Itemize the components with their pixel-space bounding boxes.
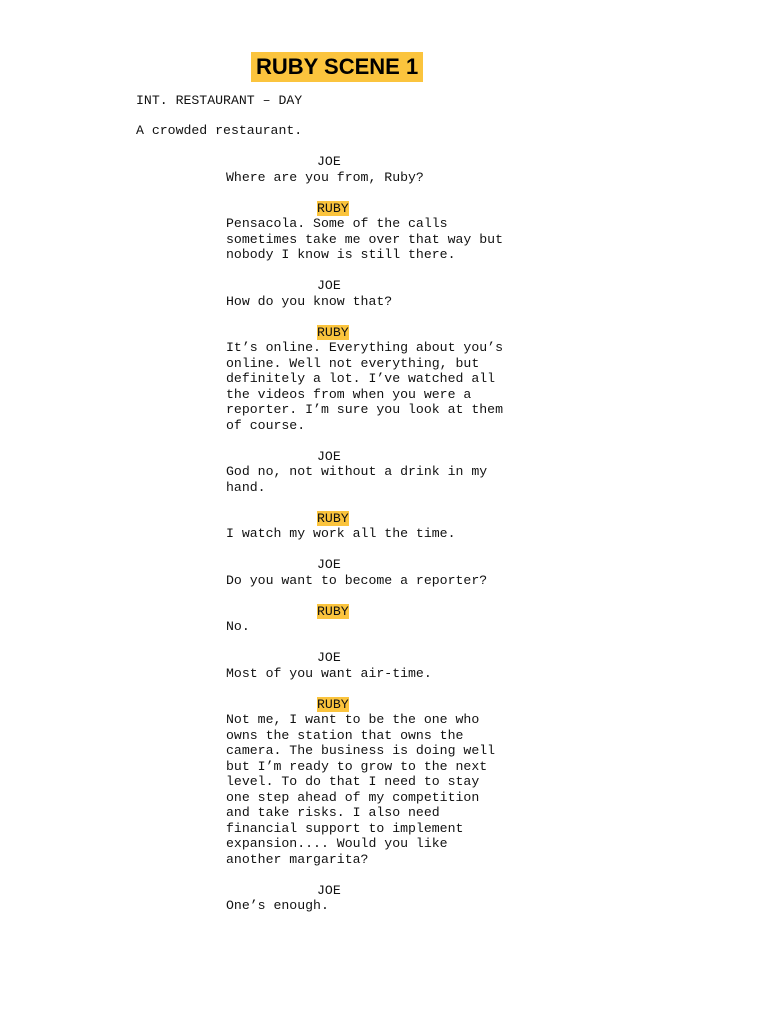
dialogue-line: level. To do that I need to stay: [226, 774, 480, 789]
character-cue-joe: JOE: [317, 154, 341, 169]
dialogue-line: owns the station that owns the: [226, 727, 464, 743]
dialogue-line: definitely a lot. I’ve watched all: [226, 371, 496, 386]
dialogue-line: sometimes take me over that way but: [226, 231, 503, 247]
dialogue-line: Pensacola. Some of the calls: [226, 216, 448, 231]
dialogue-line: expansion.... Would you like: [226, 836, 448, 851]
dialogue-line: but I’m ready to grow to the next: [226, 758, 488, 774]
dialogue-line: Most of you want air-time.: [226, 665, 432, 681]
character-cue-ruby: RUBY: [317, 510, 349, 526]
dialogue-line: financial support to implement: [226, 820, 464, 836]
dialogue-line: Where are you from, Ruby?: [226, 169, 424, 185]
dialogue-line: How do you know that?: [226, 293, 393, 309]
dialogue-line: of course.: [226, 417, 306, 433]
dialogue-line: one step ahead of my competition: [226, 789, 480, 805]
dialogue-line: camera. The business is doing well: [226, 743, 496, 758]
scene-heading: INT. RESTAURANT – DAY: [136, 93, 303, 108]
dialogue-line: Do you want to become a reporter?: [226, 572, 488, 588]
character-cue-ruby: RUBY: [317, 696, 349, 712]
character-cue-ruby: RUBY: [317, 603, 349, 619]
action-line: A crowded restaurant.: [136, 123, 303, 138]
character-cue-ruby: RUBY: [317, 324, 349, 340]
dialogue-line: the videos from when you were a: [226, 386, 472, 402]
scene-title-highlight: [251, 52, 423, 82]
dialogue-line: God no, not without a drink in my: [226, 464, 488, 479]
dialogue-line: I watch my work all the time.: [226, 526, 456, 541]
character-cue-ruby: RUBY: [317, 200, 349, 216]
dialogue-line: another margarita?: [226, 851, 369, 867]
dialogue-line: hand.: [226, 479, 266, 495]
dialogue-line: reporter. I’m sure you look at them: [226, 402, 503, 417]
character-cue-joe: JOE: [317, 448, 341, 464]
character-cue-joe: JOE: [317, 882, 341, 898]
scene-title: RUBY SCENE 1: [256, 54, 419, 79]
dialogue-line: No.: [226, 619, 250, 634]
dialogue-line: Not me, I want to be the one who: [226, 712, 480, 727]
dialogue-line: One’s enough.: [226, 898, 329, 913]
character-cue-joe: JOE: [317, 650, 341, 665]
dialogue-line: and take risks. I also need: [226, 805, 440, 820]
character-cue-joe: JOE: [317, 278, 341, 293]
character-cue-joe: JOE: [317, 557, 341, 572]
dialogue-line: It’s online. Everything about you’s: [226, 340, 503, 355]
dialogue-line: nobody I know is still there.: [226, 247, 456, 262]
dialogue-line: online. Well not everything, but: [226, 355, 480, 371]
